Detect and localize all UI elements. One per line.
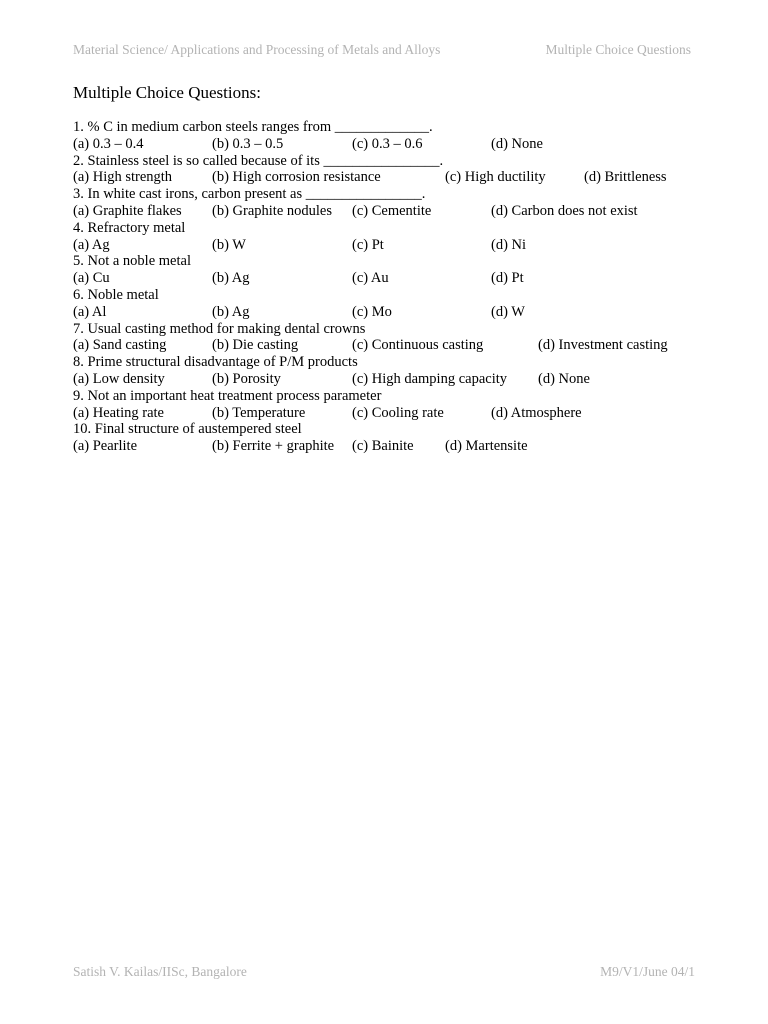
page-footer <box>73 964 695 982</box>
option-c: (c) Mo <box>352 303 392 320</box>
question-text: 10. Final structure of austempered steel <box>73 421 302 438</box>
option-d: (d) Martensite <box>445 438 528 455</box>
option-row <box>73 169 693 186</box>
option-c: (c) Au <box>352 270 389 287</box>
option-a: (a) Pearlite <box>73 438 138 455</box>
option-b: (b) Ag <box>212 303 250 320</box>
option-row <box>73 270 693 287</box>
question-text: 7. Usual casting method for making dental crowns <box>73 320 366 337</box>
question-text: 1. % C in medium carbon steels ranges from _____________. <box>73 119 433 135</box>
question-text: 9. Not an important heat treatment process parameter <box>73 387 382 404</box>
option-d: (d) Investment casting <box>538 337 668 354</box>
option-c: (c) Cooling rate <box>352 404 444 421</box>
page-title: Multiple Choice Questions: <box>73 83 261 102</box>
option-c: (c) Pt <box>352 236 384 253</box>
footer-page-id: M9/V1/June 04/1 <box>600 964 695 979</box>
option-b: (b) Graphite nodules <box>212 202 332 219</box>
option-a: (a) Low density <box>73 370 165 387</box>
option-a: (a) Heating rate <box>73 404 164 421</box>
option-b: (b) W <box>212 236 246 253</box>
option-b: (b) Temperature <box>212 404 306 421</box>
header-course-title: Material Science/ Applications and Processing of Metals and Alloys <box>73 42 441 57</box>
option-row <box>73 203 693 220</box>
question-text: 8. Prime structural disadvantage of P/M products <box>73 354 358 371</box>
option-a: (a) Sand casting <box>73 337 167 354</box>
option-b: (b) 0.3 – 0.5 <box>212 135 284 152</box>
option-a: (a) Graphite flakes <box>73 202 182 219</box>
option-a: (a) High strength <box>73 169 173 186</box>
option-d: (d) None <box>491 135 543 152</box>
option-b: (b) Die casting <box>212 337 299 354</box>
option-c: (c) High ductility <box>445 169 546 186</box>
question-text: 2. Stainless steel is so called because of its ________________. <box>73 152 444 169</box>
question-text: 5. Not a noble metal <box>73 253 191 270</box>
option-row <box>73 438 693 455</box>
option-d: (d) Ni <box>491 236 527 253</box>
question-text: 4. Refractory metal <box>73 219 186 236</box>
option-d: (d) Carbon does not exist <box>491 202 638 219</box>
question-text: 6. Noble metal <box>73 286 159 303</box>
option-a: (a) 0.3 – 0.4 <box>73 135 144 152</box>
option-a: (a) Ag <box>73 236 110 253</box>
option-a: (a) Cu <box>73 270 110 287</box>
header-section-title: Multiple Choice Questions <box>545 42 691 57</box>
option-b: (b) Ag <box>212 270 250 287</box>
question-list <box>73 119 693 455</box>
option-c: (c) Cementite <box>352 202 432 219</box>
option-row <box>73 304 693 321</box>
option-c: (c) 0.3 – 0.6 <box>352 135 423 152</box>
option-d: (d) None <box>538 370 590 387</box>
question-text: 3. In white cast irons, carbon present as ________________. <box>73 186 426 203</box>
option-c: (c) Continuous casting <box>352 337 484 354</box>
option-c: (c) Bainite <box>352 438 414 455</box>
option-d: (d) W <box>491 303 525 320</box>
option-row <box>73 237 693 254</box>
option-d: (d) Atmosphere <box>491 404 582 421</box>
footer-author: Satish V. Kailas/IISc, Bangalore <box>73 964 247 979</box>
option-c: (c) High damping capacity <box>352 370 508 387</box>
option-d: (d) Brittleness <box>584 169 667 186</box>
option-b: (b) High corrosion resistance <box>212 169 381 186</box>
option-row <box>73 136 693 153</box>
option-row <box>73 405 693 422</box>
option-b: (b) Ferrite + graphite <box>212 438 335 455</box>
option-row <box>73 371 693 388</box>
option-a: (a) Al <box>73 303 107 320</box>
option-b: (b) Porosity <box>212 370 281 387</box>
option-row <box>73 337 693 354</box>
page-header <box>73 42 691 60</box>
option-d: (d) Pt <box>491 270 524 287</box>
